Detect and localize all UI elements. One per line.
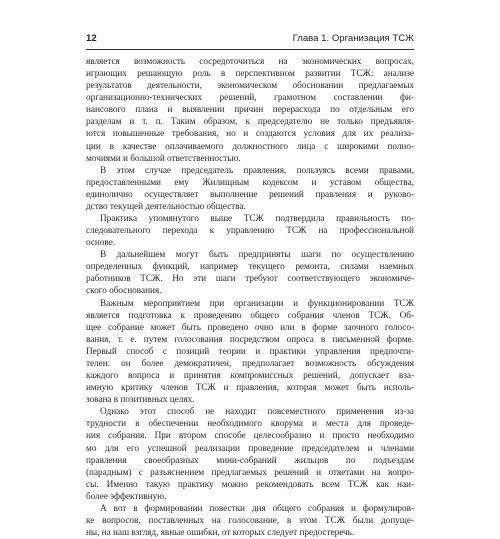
text-line: предоставленными ему Жилищным кодексом и уставом общества, — [86, 177, 414, 188]
text-line: мо для его успешной реализации проведение председателем и членами — [86, 443, 414, 454]
text-line: правления своеобразных мини-собраний жильцов по подъездам — [86, 455, 414, 466]
text-line: Важным мероприятием при организации и функционировании ТСЖ — [100, 298, 414, 309]
text-line: вания, т. е. путем голосования посредством опроса в письменной форме. — [86, 334, 414, 345]
text-line: более эффективную. — [86, 491, 167, 502]
text-line: ния собрания. При втором способе целесообразно и просто необходимо — [86, 431, 414, 442]
text-line: сы. Именно такую практику можно рекомендовать всем ТСЖ как наи- — [86, 479, 414, 490]
text-line: является подготовка к проведению общего собрания членов ТСЖ. Об- — [86, 310, 414, 321]
text-line: работников ТСЖ. Но эти шаги требуют соответствующего экономиче- — [86, 274, 414, 285]
text-line: ке вопросов, поставленных на голосование, в этом ТСЖ были допуще- — [86, 515, 414, 526]
text-line: играющих решающую роль в перспективном развитии ТСЖ: анализе — [86, 69, 414, 80]
text-line: дство текущей деятельностью общества. — [86, 201, 246, 212]
text-line: ции в качестве оплачиваемого должностного лица с широкими полно- — [86, 141, 414, 152]
text-line: организационно-технических решений, грамотном составлении фи- — [86, 93, 414, 104]
text-line: единолично осуществляет выполнение решений правления и руково- — [86, 189, 414, 200]
text-line: В этом случае председатель правления, пользуясь всеми правами, — [100, 165, 414, 176]
text-line: трудности в обеспечении необходимого кворума и места для проведе- — [86, 419, 414, 430]
text-line: ны, на наш взгляд, явные ошибки, от которых следует предостеречь. — [86, 528, 355, 539]
header-divider — [86, 49, 414, 50]
text-line: является возможность сосредоточиться на экономических вопросах, — [86, 57, 414, 67]
text-line: результатов деятельности, экономическом обосновании предлагаемых — [86, 81, 414, 92]
text-line: телен: он более демократичен, предполагает возможность обсуждения — [86, 358, 414, 369]
text-line: щее собрание может быть проведено очно или в форме заочного голосо- — [86, 322, 414, 333]
text-line: Практика упомянутого выше ТСЖ подтвердила правильность по- — [100, 214, 414, 225]
text-line: следовательного перехода к управлению ТСЖ на профессиональной — [86, 226, 414, 237]
text-line: разделам и т. п. Таким образом, к председателю не только предъявля- — [86, 117, 414, 128]
text-line: зована в позитивных целях. — [86, 395, 195, 406]
chapter-title: Глава 1. Организация ТСЖ — [292, 33, 414, 44]
text-line: ются повышенные требования, но и создаются условия для их реализа- — [86, 129, 414, 140]
body-text — [86, 56, 414, 539]
text-line: (парадным) с разъяснением предлагаемых решений и ответами на вопро- — [86, 467, 414, 478]
text-line: каждого вопроса и принятия компромиссных решений, допускает вза- — [86, 371, 414, 382]
text-line: основе. — [86, 238, 116, 249]
text-line: А вот в формировании повестки дня общего собрания и формулиров- — [100, 503, 414, 514]
text-line: мочиями и большой ответственностью. — [86, 153, 241, 164]
text-line: Однако этот способ не находит повсеместного применения из-за — [100, 407, 414, 418]
text-line: определенных функций, например текущего ремонта, силами наемных — [86, 262, 414, 273]
text-line: В дальнейшем могут быть предприняты шаги по осуществлению — [100, 250, 414, 261]
page-number: 12 — [86, 33, 97, 44]
text-line: имную критику членов ТСЖ и правления, которая может быть исполь- — [86, 383, 414, 394]
text-line: нансового плана и выявлении причин перерасхода по отдельным его — [86, 105, 414, 116]
text-line: Первый способ с позиций теории и практики управления предпочти- — [86, 346, 414, 357]
page-header — [86, 33, 414, 47]
text-line: ского обоснования. — [86, 286, 162, 297]
